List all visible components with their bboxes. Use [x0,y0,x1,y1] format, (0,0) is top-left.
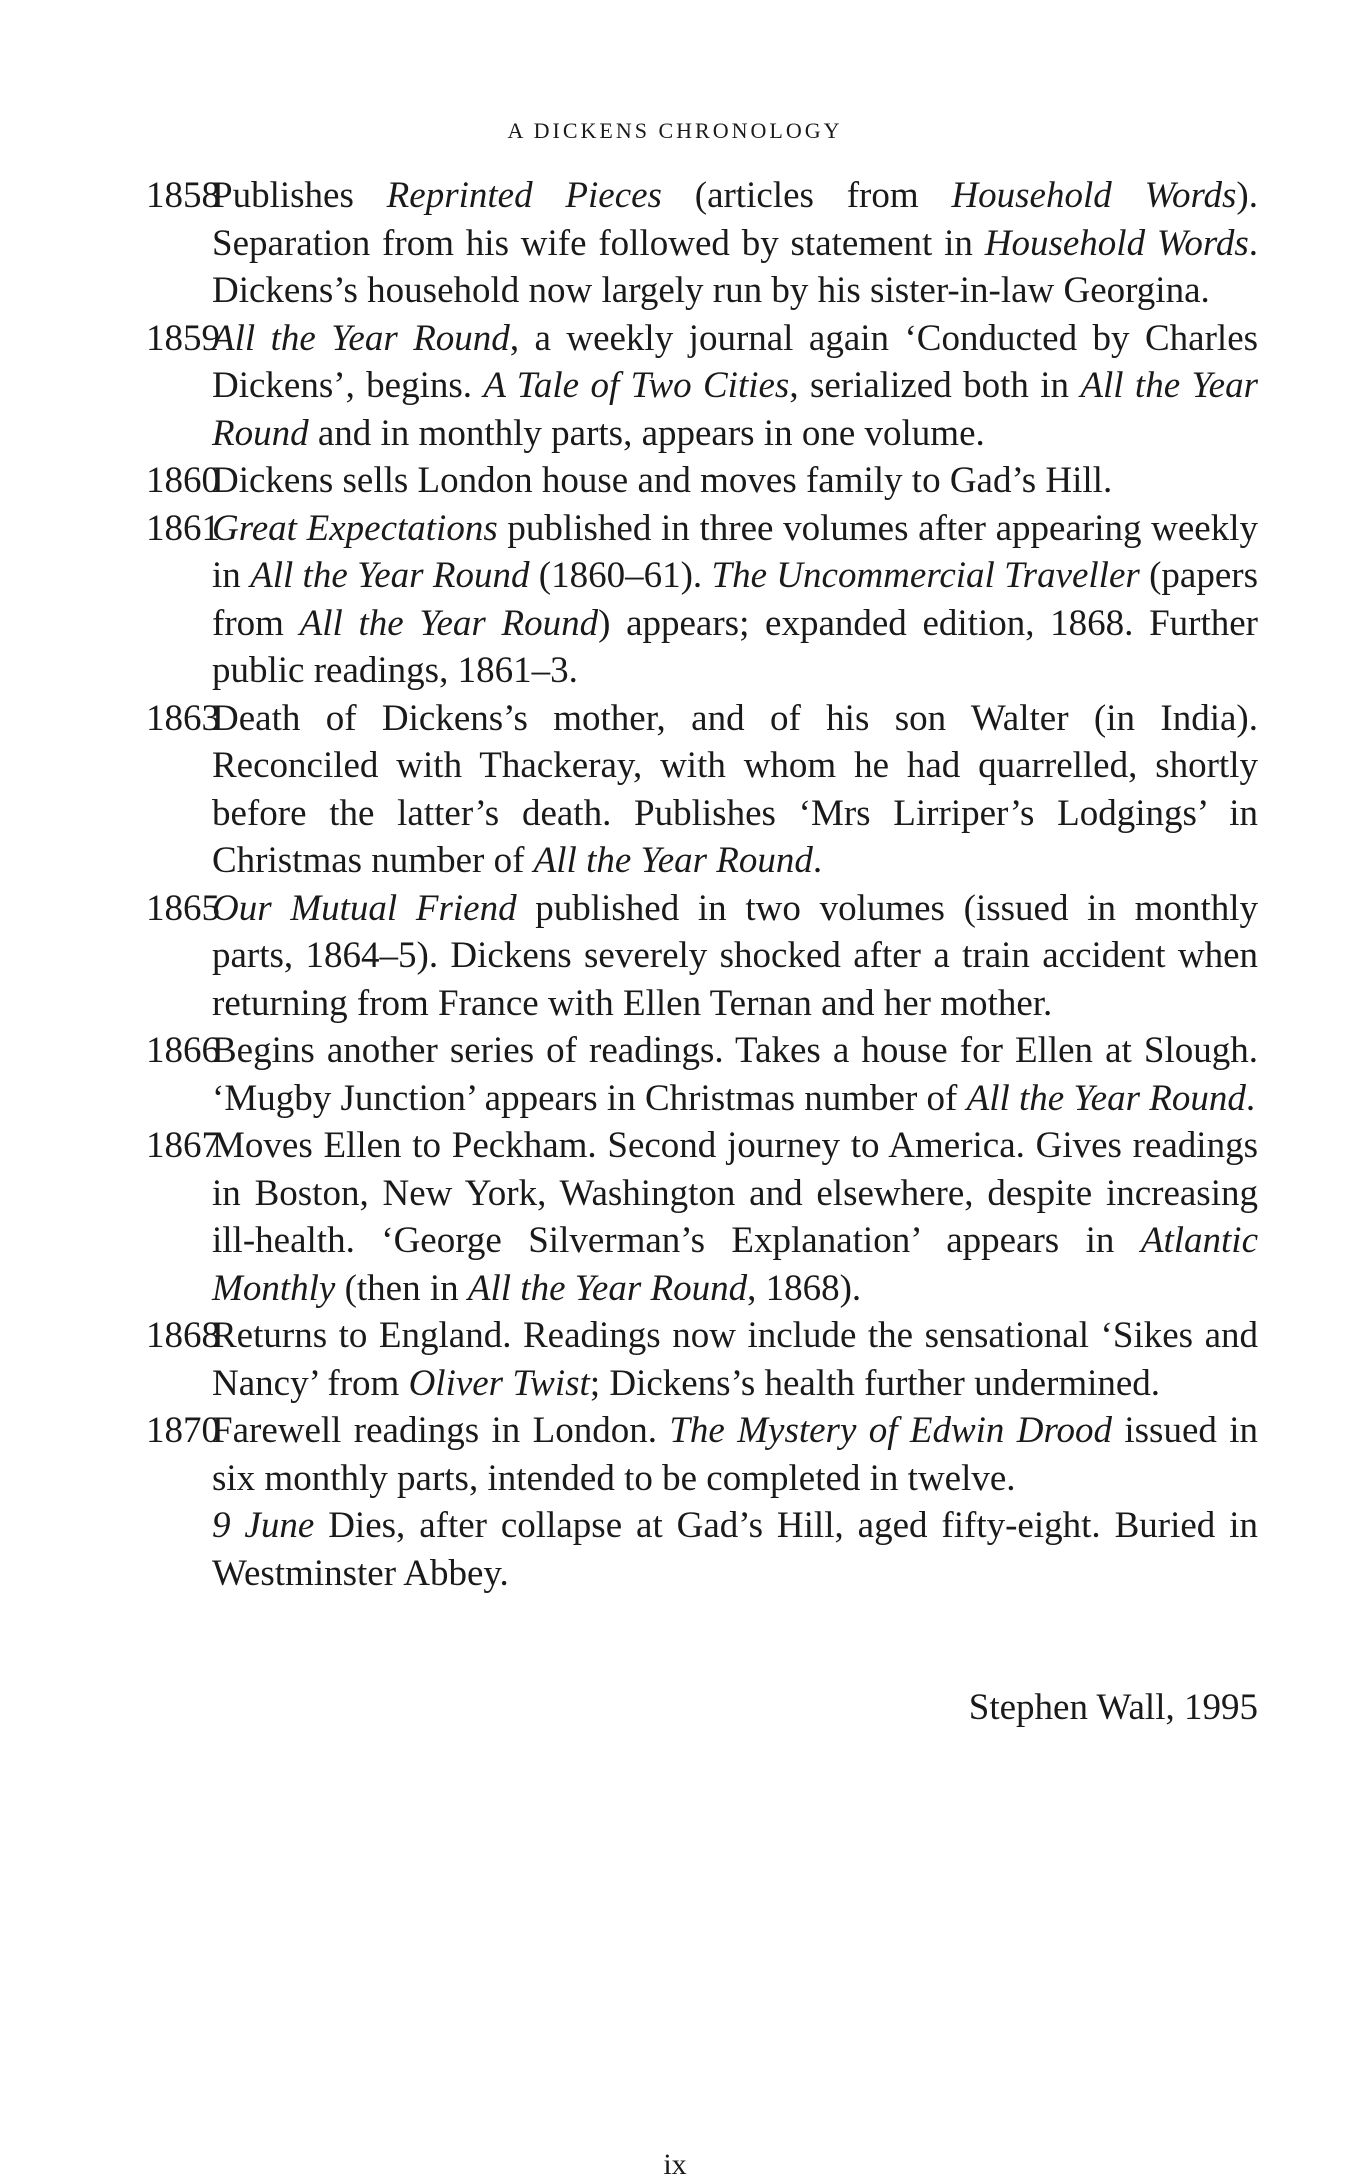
entry-description [212,457,1258,505]
italic-title-run: All the Year Round [250,555,530,596]
entry-year: 1861 [146,507,220,549]
entry-year: 1865 [146,887,220,929]
entry-description [212,172,1258,315]
italic-title-run: A Tale of Two Cities [483,365,790,406]
text-run: (1860–61). [529,555,712,596]
italic-title-run: The Mystery of Edwin Drood [669,1410,1113,1451]
text-run: Moves Ellen to Peckham. Second journey to America. Gives readings in Boston, New York, Washington and elsewhere, despite increasing ill-health. ‘George Silverman’s Explanation’ appears in [212,1125,1258,1261]
text-run: ) appears; expanded edition, 1868. Further public readings, 1861–3. [212,602,1258,691]
chronology-entry [146,172,1258,315]
text-run: Publishes [212,175,387,216]
text-run: Returns to England. Readings now include the sensational ‘Sikes and Nancy’ from [212,1315,1258,1404]
text-run: and in monthly parts, appears in one volume. [308,412,985,454]
text-run: Farewell readings in London. [212,1410,670,1451]
chronology-entry [146,1122,1258,1312]
text-run: , 1868). [747,1267,862,1309]
text-run: Dickens sells London house and moves family to Gad’s Hill. [212,460,1113,501]
text-run: ). Separation from his wife followed by statement in [212,175,1258,264]
italic-title-run: Reprinted Pieces [386,175,662,216]
italic-title-run: Household Words [951,175,1237,216]
entry-year: 1860 [146,460,220,501]
chronology-entry [146,1407,1258,1597]
text-run: Death of Dickens’s mother, and of his son Walter (in India). Reconciled with Thackeray, with whom he had quarrelled, shortly before the latter’s death. Publishes ‘Mrs Lirriper’s Lodgings’ in Christmas number of [212,697,1258,881]
text-run: Dies, after collapse at Gad’s Hill, aged fifty-eight. Buried in Westminster Abbey. [212,1505,1258,1594]
chronology-entry [146,695,1258,885]
italic-title-run: All the Year Round [966,1077,1246,1119]
italic-title-run: All the Year Round [533,840,813,881]
text-run: (papers from [212,555,1258,644]
italic-title-run: All the Year Round [212,317,510,359]
entry-year: 1867 [146,1125,220,1166]
italic-title-run: Our Mutual Friend [212,887,517,929]
entry-year: 1858 [146,175,220,216]
text-run: (articles from [661,175,952,216]
editor-signature: Stephen Wall, 1995 [968,1687,1258,1728]
italic-title-run: 9 June [212,1505,315,1546]
entry-subentry [212,1502,1258,1597]
italic-title-run: All the Year Round [299,602,599,644]
entry-description [212,1407,1258,1597]
chronology-entry [146,885,1258,1028]
text-run: . Dickens’s household now largely run by his sister-in-law Georgina. [212,222,1258,311]
entry-description [212,1312,1258,1407]
entry-description [212,505,1258,695]
entry-year: 1870 [146,1410,220,1451]
entry-year: 1868 [146,1315,220,1356]
entry-description [212,315,1258,458]
chronology-entry [146,1027,1258,1122]
chronology-entry [146,315,1258,458]
italic-title-run: Great Expectations [212,507,498,549]
italic-title-run: All the Year Round [212,365,1258,454]
entry-description [212,1027,1258,1122]
entry-year: 1866 [146,1030,220,1071]
chronology-entry [146,505,1258,695]
entry-description [212,695,1258,885]
page-number: ix [663,2148,687,2181]
entry-description [212,885,1258,1028]
chronology-entry [146,457,1258,505]
text-run: ; Dickens’s health further undermined. [589,1362,1161,1404]
text-run: . [812,840,823,881]
chronology-list [146,172,1258,1597]
entry-year: 1859 [146,317,220,359]
text-run: issued in six monthly parts, intended to be completed in twelve. [212,1410,1259,1499]
text-run: published in two volumes (issued in monthly parts, 1864–5). Dickens severely shocked after a train accident when returning from France with Ellen Ternan and her mother. [212,887,1259,1024]
italic-title-run: The Uncommercial Traveller [711,555,1140,596]
text-run: published in three volumes after appearing weekly in [212,507,1259,596]
text-run: (then in [335,1267,468,1309]
italic-title-run: All the Year Round [467,1267,748,1309]
text-run: . [1245,1077,1256,1119]
italic-title-run: Oliver Twist [408,1362,590,1404]
italic-title-run: Atlantic Monthly [212,1220,1258,1309]
text-run: Begins another series of readings. Takes a house for Ellen at Slough. ‘Mugby Junction’ appears in Christmas number of [212,1030,1258,1119]
text-run: , serialized both in [789,365,1081,406]
chronology-entry [146,1312,1258,1407]
italic-title-run: Household Words [984,222,1249,264]
running-head: A DICKENS CHRONOLOGY [507,118,843,143]
entry-description [212,1122,1258,1312]
text-run: , a weekly journal again ‘Conducted by Charles Dickens’, begins. [212,317,1259,406]
entry-year: 1863 [146,697,220,739]
